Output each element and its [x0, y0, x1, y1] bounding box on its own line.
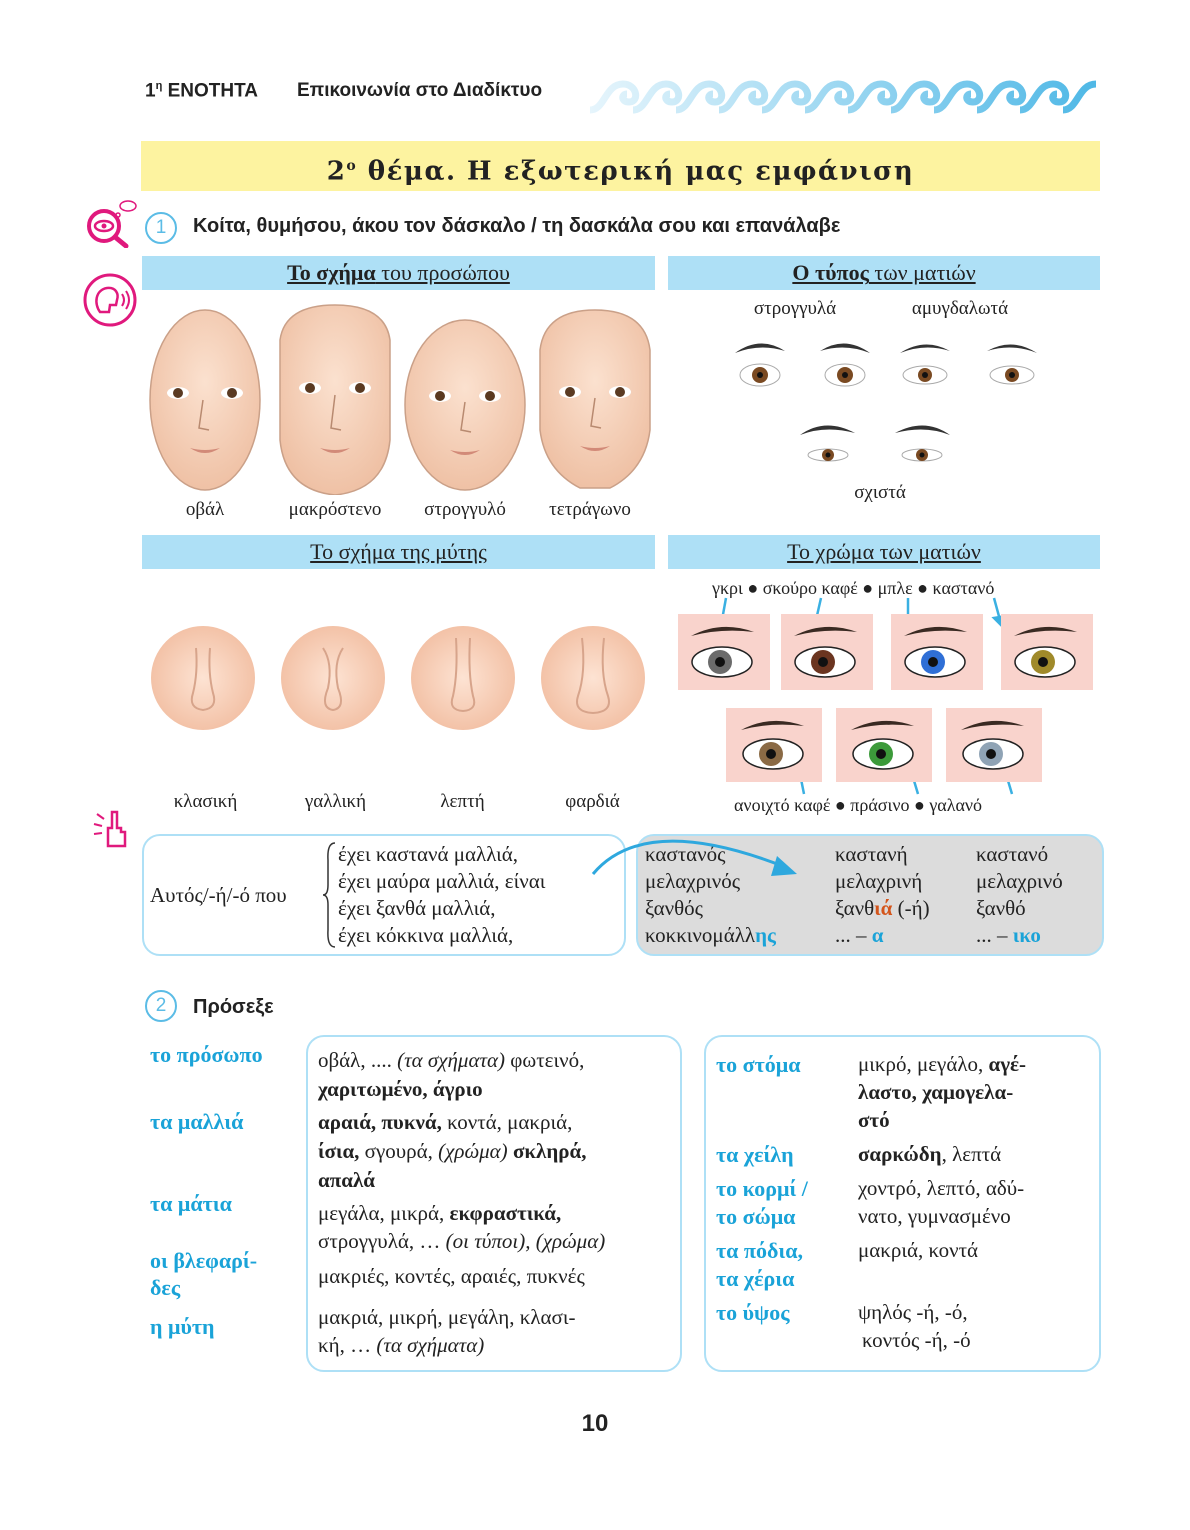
eye-color-heading: Το χρώμα των ματιών [668, 535, 1100, 569]
eye-colors-illustration [676, 596, 1096, 796]
limbs-adjectives: μακριά, κοντά [858, 1238, 979, 1262]
eye-color-top-labels: γκρι ● σκούρο καφέ ● μπλε ● καστανό [712, 578, 995, 598]
topic-banner [141, 141, 1100, 191]
nose-shapes-illustration [148, 618, 658, 738]
page-number: 10 [581, 1410, 609, 1437]
label-hair: τα μαλλιά [150, 1109, 244, 1134]
label-limbs-1: τα πόδια, [716, 1238, 803, 1263]
face-shape-heading: Το σχήμα του προσώπου [142, 256, 655, 290]
face-round [405, 320, 525, 490]
eye-color-bottom-labels: ανοιχτό καφέ ● πράσινο ● γαλανό [734, 795, 983, 815]
label-body-1: το κορμί / [716, 1176, 808, 1201]
eye-type-label-slanted: σχιστά [854, 482, 906, 503]
adj-row1-m: καστανός [645, 842, 726, 866]
lips-adjectives: σαρκώδη, λεπτά [858, 1142, 1002, 1166]
adj-row1-f: καστανή [835, 842, 908, 866]
adj-row3-m: ξανθός [645, 896, 703, 920]
hair-adjectives-3: απαλά [318, 1168, 375, 1192]
face-label-square: τετράγωνο [549, 499, 631, 520]
eye-type-label-round: στρογγυλά [753, 298, 837, 319]
mouth-adjectives-3: στό [858, 1108, 890, 1132]
face-shapes-illustration [145, 300, 660, 495]
label-nose: η μύτη [150, 1314, 215, 1339]
eye-types-illustration [725, 335, 1055, 475]
adj-row3-f: ξανθιά (-ή) [835, 896, 930, 920]
face-adjectives-1: οβάλ, .... (τα σχήματα) φωτεινό, [318, 1048, 585, 1072]
face-adjectives-2: χαριτωμένο, άγριο [318, 1077, 483, 1101]
label-lips: τα χείλη [716, 1142, 794, 1167]
adj-row2-f: μελαχρινή [835, 869, 923, 893]
unit-title: Επικοινωνία στο Διαδίκτυο [297, 80, 543, 101]
exercise-1-instruction: Κοίτα, θυμήσου, άκου τον δάσκαλο / τη δασκάλα σου και επανάλαβε [193, 215, 841, 237]
adj-row4-f: ... – α [835, 923, 884, 947]
mouth-adjectives-1: μικρό, μεγάλο, αγέ- [858, 1052, 1027, 1076]
nose-label-wide: φαρδιά [565, 791, 620, 812]
label-eyelashes-1: οι βλεφαρί- [150, 1248, 258, 1273]
speak-icon [82, 272, 140, 328]
face-label-oval: οβάλ [185, 499, 225, 520]
label-eyelashes-2: δες [150, 1275, 181, 1300]
nose-adjectives-2: κή, … (τα σχήματα) [318, 1333, 485, 1357]
label-body-2: το σώμα [716, 1204, 796, 1229]
adj-row2-n: μελαχρινό [976, 869, 1063, 893]
adj-row4-n: ... – ικο [976, 923, 1041, 947]
label-mouth: το στόμα [716, 1052, 801, 1077]
body-adjectives-1: χοντρό, λεπτό, αδύ- [858, 1176, 1025, 1200]
label-height: το ύψος [716, 1300, 790, 1325]
label-limbs-2: τα χέρια [716, 1266, 795, 1291]
label-face: το πρόσωπο [150, 1042, 263, 1067]
eye-type-heading: Ο τύπος των ματιών [668, 256, 1100, 290]
nose-shape-heading: Το σχήμα της μύτης [142, 535, 655, 569]
eyes-adjectives-2: στρογγυλά, … (οι τύποι), (χρώμα) [318, 1229, 606, 1253]
hair-line-2: έχει μαύρα μαλλιά, είναι [338, 869, 546, 893]
nose-adjectives-1: μακριά, μικρή, μεγάλη, κλασι- [318, 1305, 576, 1329]
label-eyes: τα μάτια [150, 1191, 232, 1216]
look-magnifier-icon [84, 198, 140, 248]
height-adjectives-1: ψηλός -ή, -ό, [858, 1300, 968, 1324]
exercise-2-number: 2 [145, 990, 177, 1022]
face-label-round: στρογγυλό [424, 499, 506, 520]
curved-arrow [585, 822, 810, 882]
eye-type-label-almond: αμυγδαλωτά [911, 298, 1009, 319]
height-adjectives-2: κοντός -ή, -ό [862, 1328, 971, 1352]
face-label-long: μακρόστενο [288, 499, 382, 520]
exercise-1-number: 1 [145, 212, 177, 244]
face-long [280, 305, 390, 495]
pointing-hand-icon [88, 804, 136, 850]
nose-label-french: γαλλική [304, 791, 367, 812]
hair-adjectives-2: ίσια, σγουρά, (χρώμα) σκληρά, [318, 1139, 587, 1163]
hair-subject: Αυτός/-ή/-ό που [150, 883, 287, 907]
body-adjectives-2: νατο, γυμνασμένο [858, 1204, 1011, 1228]
eyes-adjectives-1: μεγάλα, μικρά, εκφραστικά, [318, 1201, 562, 1225]
mouth-adjectives-2: λαστο, χαμογελα- [858, 1080, 1014, 1104]
wave-decoration [585, 72, 1100, 118]
unit-label: $1^\eta$ ΕΝΟΤΗΤΑ [145, 80, 259, 102]
curly-brace [322, 840, 338, 950]
hair-line-1: έχει καστανά μαλλιά, [338, 842, 519, 866]
hair-line-4: έχει κόκκινα μαλλιά, [338, 923, 514, 947]
topic-title: $2^o$ θέμα. Η εξωτερική μας εμφάνιση [326, 156, 915, 187]
nose-label-classic: κλασική [173, 791, 238, 812]
exercise-2-title: Πρόσεξε [193, 996, 274, 1018]
lashes-adjectives: μακριές, κοντές, αραιές, πυκνές [318, 1264, 585, 1288]
adj-row4-m: κοκκινομάλλης [645, 923, 776, 947]
nose-label-thin: λεπτή [440, 791, 485, 812]
adj-row2-m: μελαχρινός [645, 869, 741, 893]
hair-adjectives-1: αραιά, πυκνά, κοντά, μακριά, [318, 1110, 573, 1134]
face-square [540, 310, 650, 488]
hair-line-3: έχει ξανθά μαλλιά, [338, 896, 496, 920]
adj-row1-n: καστανό [976, 842, 1049, 866]
face-oval [150, 310, 260, 490]
adj-row3-n: ξανθό [976, 896, 1026, 920]
